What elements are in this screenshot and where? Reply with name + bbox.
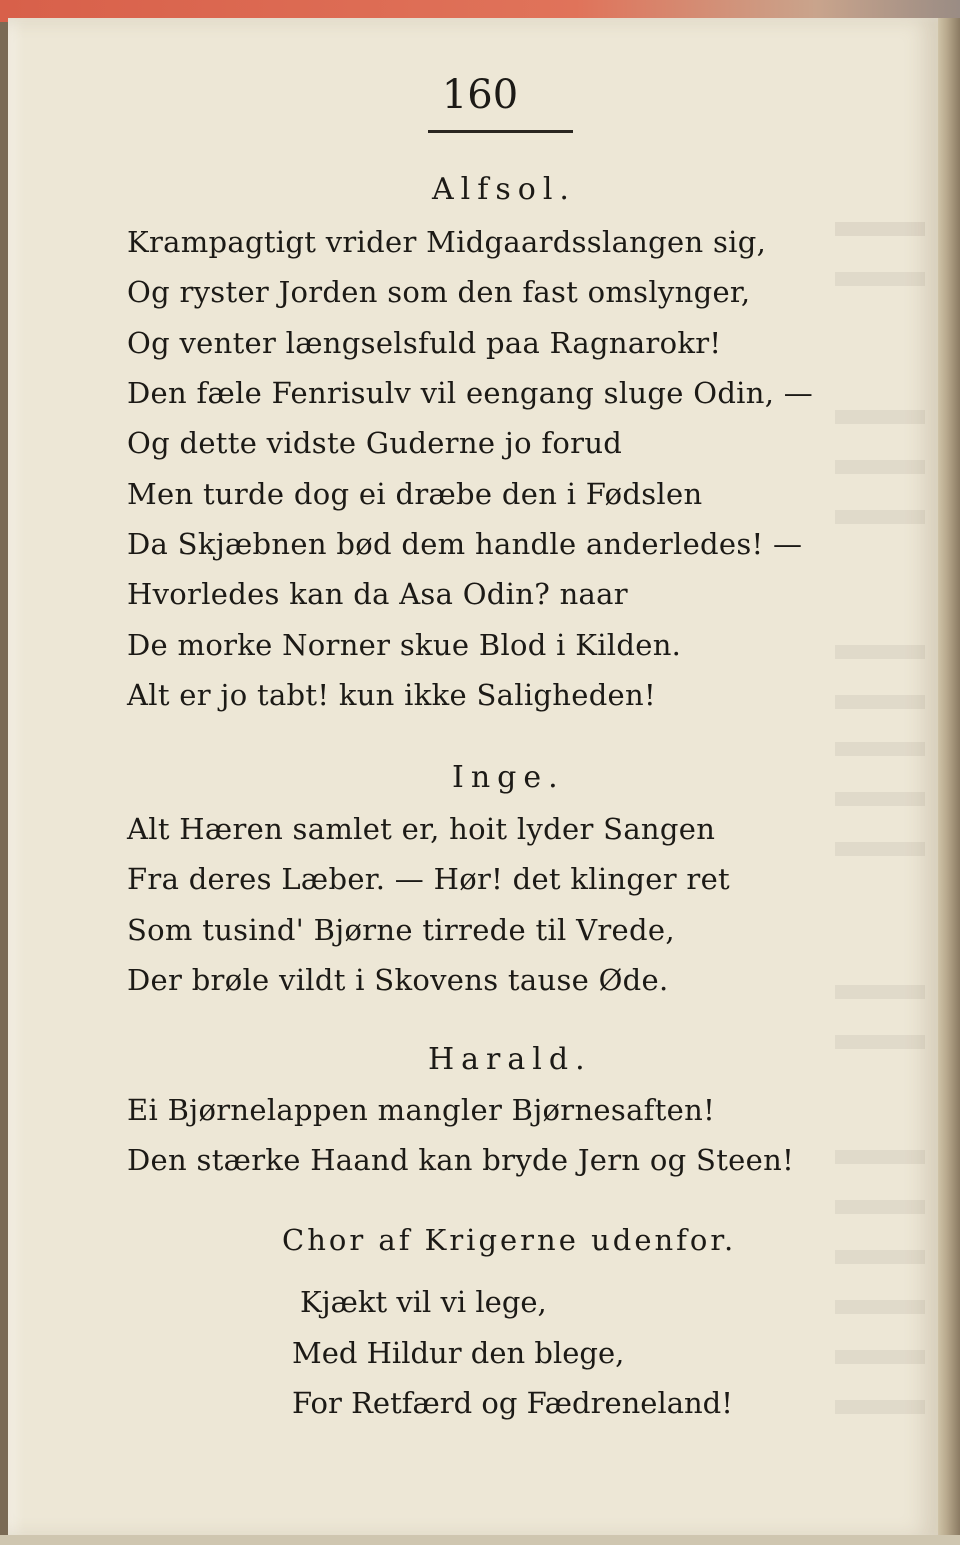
- verse-line: Men turde dog ei dræbe den i Fødslen: [127, 477, 703, 511]
- header-rule: [428, 130, 573, 133]
- chorus-heading: Chor af Krigerne udenfor.: [282, 1223, 737, 1257]
- chorus-line: For Retfærd og Fædreneland!: [292, 1386, 733, 1420]
- verse-line: Da Skjæbnen bød dem handle anderledes! —: [127, 527, 803, 561]
- verse-line: De morke Norner skue Blod i Kilden.: [127, 628, 682, 662]
- page-number: 160: [441, 72, 519, 118]
- speaker-harald: Harald.: [428, 1042, 592, 1077]
- verse-line: Og ryster Jorden som den fast omslynger,: [127, 275, 751, 309]
- book-bottom-edge: [0, 1535, 960, 1545]
- chorus-line: Kjækt vil vi lege,: [300, 1285, 547, 1319]
- book-right-edge: [938, 18, 960, 1545]
- speaker-inge: Inge.: [452, 760, 565, 795]
- speaker-alfsol: Alfsol.: [432, 172, 576, 207]
- verse-line: Alt Hæren samlet er, hoit lyder Sangen: [127, 812, 716, 846]
- verse-line: Ei Bjørnelappen mangler Bjørnesaften!: [127, 1093, 716, 1127]
- verse-line: Hvorledes kan da Asa Odin? naar: [127, 577, 628, 611]
- verse-line: Den stærke Haand kan bryde Jern og Steen!: [127, 1143, 795, 1177]
- verse-line: Der brøle vildt i Skovens tause Øde.: [127, 963, 669, 997]
- verse-line: Og venter længselsfuld paa Ragnarokr!: [127, 326, 722, 360]
- verse-line: Fra deres Læber. — Hør! det klinger ret: [127, 862, 730, 896]
- verse-line: Alt er jo tabt! kun ikke Saligheden!: [127, 678, 656, 712]
- chorus-line: Med Hildur den blege,: [292, 1336, 625, 1370]
- verse-line: Og dette vidste Guderne jo forud: [127, 426, 623, 460]
- verse-line: Som tusind' Bjørne tirrede til Vrede,: [127, 913, 675, 947]
- verse-line: Den fæle Fenrisulv vil eengang sluge Odin, —: [127, 376, 814, 410]
- verse-line: Krampagtigt vrider Midgaardsslangen sig,: [127, 225, 767, 259]
